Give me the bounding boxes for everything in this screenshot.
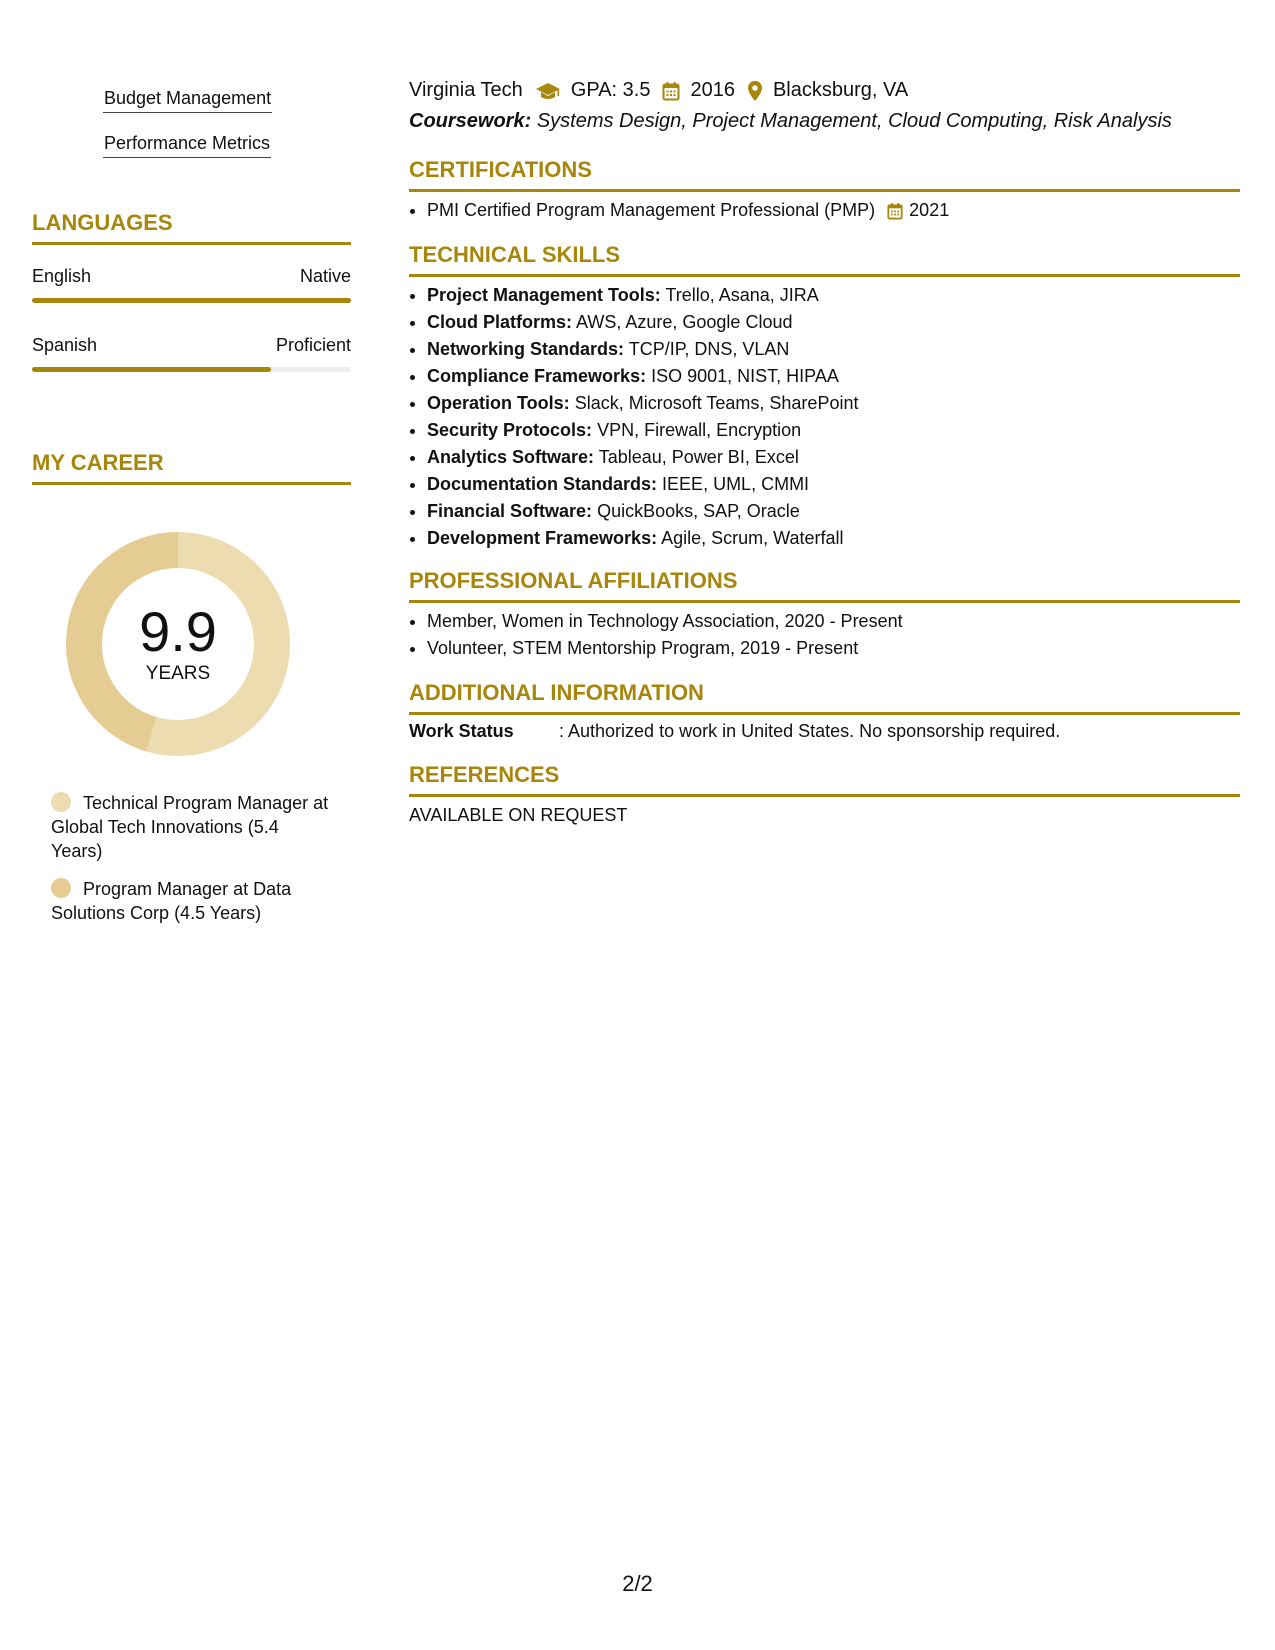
education-school: Virginia Tech (409, 79, 523, 101)
certification-item (427, 197, 1237, 224)
skill-label: Financial Software: (427, 501, 593, 521)
graduation-cap-icon (535, 81, 561, 101)
language-proficiency-fill (32, 367, 271, 372)
skill-value: Tableau, Power BI, Excel (598, 447, 799, 467)
language-name: English (32, 266, 92, 286)
affiliation-item: • Volunteer, STEM Mentorship Program, 2019 - Present (427, 635, 1237, 662)
skill-value: Agile, Scrum, Waterfall (661, 528, 844, 548)
education-line (409, 79, 908, 102)
skill-label: Compliance Frameworks: (427, 366, 647, 386)
donut-center (66, 532, 290, 756)
work-status-label: Work Status (409, 721, 514, 741)
language-proficiency-fill (32, 298, 351, 303)
references-heading: REFERENCES (409, 762, 1240, 797)
work-status-row (409, 721, 1240, 742)
skill-value: TCP/IP, DNS, VLAN (628, 339, 790, 359)
technical-skills-list (409, 282, 1237, 552)
language-proficiency-bar (32, 298, 351, 303)
coursework-label: Coursework: (409, 110, 532, 132)
affiliation-item: • Member, Women in Technology Association, 2020 - Present (427, 608, 1237, 635)
skill-item (427, 336, 1237, 363)
skill-value: VPN, Firewall, Encryption (597, 420, 802, 440)
language-name: Spanish (32, 335, 98, 355)
skill-item (427, 498, 1237, 525)
coursework-line (409, 110, 1172, 133)
skill-item (427, 309, 1237, 336)
location-pin-icon (747, 80, 763, 102)
skill-item (427, 525, 1237, 552)
calendar-icon (662, 81, 680, 101)
skill-item (427, 363, 1237, 390)
career-legend-label: Technical Program Manager at Global Tech Innovations (5.4 Years) (51, 793, 329, 861)
page-number: 2/2 (622, 1571, 653, 1596)
references-text: AVAILABLE ON REQUEST (409, 805, 628, 825)
skill-label: Networking Standards: (427, 339, 625, 359)
career-total-unit: YEARS (145, 663, 211, 684)
career-heading: MY CAREER (32, 450, 351, 485)
skill-item (427, 282, 1237, 309)
career-total-years: 9.9 (139, 600, 217, 663)
coursework-text: Systems Design, Project Management, Cloud Computing, Risk Analysis (536, 110, 1172, 132)
skill-label: Documentation Standards: (427, 474, 658, 494)
skill-tag: Performance Metrics (103, 133, 271, 158)
technical-skills-heading: TECHNICAL SKILLS (409, 242, 1240, 277)
affiliations-list (409, 608, 1237, 662)
language-row (32, 335, 351, 356)
language-proficiency-bar (32, 367, 351, 372)
skill-value: IEEE, UML, CMMI (662, 474, 810, 494)
skill-label: Security Protocols: (427, 420, 593, 440)
skill-label: Development Frameworks: (427, 528, 658, 548)
skill-item (427, 471, 1237, 498)
certification-name: • PMI Certified Program Management Professional (PMP) (427, 200, 876, 220)
career-legend-item (51, 877, 331, 925)
legend-dot-icon (51, 792, 71, 812)
education-gpa: GPA: 3.5 (570, 79, 651, 101)
education-year: 2016 (690, 79, 735, 101)
certifications-list (409, 197, 1237, 224)
career-legend-label: Program Manager at Data Solutions Corp (4.5 Years) (51, 879, 292, 923)
skill-item (427, 390, 1237, 417)
skill-label: Project Management Tools: (427, 285, 661, 305)
education-location: Blacksburg, VA (772, 79, 909, 101)
language-row (32, 266, 351, 287)
skill-item (427, 417, 1237, 444)
skill-label: Cloud Platforms: (427, 312, 573, 332)
skill-value: ISO 9001, NIST, HIPAA (651, 366, 839, 386)
legend-dot-icon (51, 878, 71, 898)
skill-label: Operation Tools: (427, 393, 570, 413)
career-legend-item (51, 791, 331, 863)
skill-label: Analytics Software: (427, 447, 595, 467)
affiliations-heading: PROFESSIONAL AFFILIATIONS (409, 568, 1240, 603)
work-status-value: : Authorized to work in United States. No sponsorship required. (559, 721, 1061, 741)
certification-year: 2021 (909, 200, 950, 220)
language-level: Native (299, 266, 351, 286)
certifications-heading: CERTIFICATIONS (409, 157, 1240, 192)
additional-info-heading: ADDITIONAL INFORMATION (409, 680, 1240, 715)
career-donut-chart (66, 532, 290, 756)
skill-value: QuickBooks, SAP, Oracle (597, 501, 800, 521)
skill-value: Slack, Microsoft Teams, SharePoint (574, 393, 859, 413)
skill-value: AWS, Azure, Google Cloud (576, 312, 793, 332)
languages-heading: LANGUAGES (32, 210, 351, 245)
language-level: Proficient (275, 335, 351, 355)
skill-tag: Budget Management (103, 88, 272, 113)
calendar-icon (887, 202, 903, 220)
skill-item (427, 444, 1237, 471)
skill-value: Trello, Asana, JIRA (665, 285, 819, 305)
